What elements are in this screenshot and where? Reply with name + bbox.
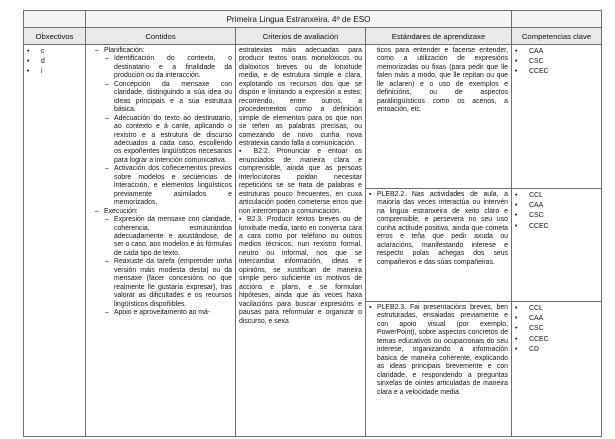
contidos-cell — [86, 45, 236, 437]
title-blank-cell — [24, 11, 86, 28]
competencia-item: • CSC — [515, 57, 601, 67]
obxectivos-cell — [24, 45, 86, 437]
competencia-item: • CCEC — [515, 67, 601, 77]
competencia-item: • CCEC — [515, 335, 601, 345]
bullet-marker: ▪ — [369, 191, 372, 198]
competencias-cell-2 — [512, 189, 602, 302]
criterios-cell: estratexias máis adecuadas para producir textos orais monolóxicos ou dialóxicos breves ou de lonxitude media, e de estrutura simple e clara, explotando os recursos dos que se dispón e limitando a expresión a estes; recorrendo, entre outros, a procedementos como a definición simple de elementos para os que non se teñen as palabras precisas, ou comezando de novo cunha nova estratexia cando falla a comunicación. ▪ B2.2. Pronunciar e entoar os enunciados de maneira clara e comprensible, ainda que as persoas interlocutoras poidan necesitar repeticións se se trata de palabras e estruturas pouco frecuentes, en cuxa articulación poden cometerse erros que non interrompan a comunicación. ▪ B2.3. Producir textos breves ou de lonxitude media, tanto en conversa cara a cara como por teléfono ou outros medios técnicos, nun rexistro formal, neutro ou informal, nos que se intercambia información, ideas e opinións, se xustifican de maneira simple pero suficiente os motivos de accións e plans, e se formulan hipóteses, ainda que ás veces haxa vacilacións para buscar expresións e pausas para reformular e organizar o discurso, e sexa — [236, 45, 366, 437]
estandar-cell-2 — [366, 189, 512, 302]
contido-item: – Activación dos coñecementos previos sobre modelos e secuencias de interacción, e elementos lingüísticos previamente asimilados e memorizados. — [114, 165, 232, 207]
header-contidos: Contidos — [86, 28, 236, 45]
header-competencias: Competencias clave — [512, 28, 602, 45]
obxectivo-item: • c — [27, 47, 85, 57]
section-items — [95, 216, 232, 317]
header-criterios: Criterios de avaliación — [236, 28, 366, 45]
competencias-cell-3 — [512, 302, 602, 437]
competencia-item: • CAA — [515, 314, 601, 324]
obxectivo-item: • i — [27, 67, 85, 77]
competencia-item: • CSC — [515, 324, 601, 334]
competencia-item: • CCEC — [515, 222, 601, 232]
competencia-item: • CAA — [515, 201, 601, 211]
competencia-item: • CAA — [515, 47, 601, 57]
section-title: – Planificación: — [95, 47, 232, 55]
competencias-list — [512, 304, 601, 355]
estandar-cell-1 — [366, 45, 512, 189]
competencia-item: • CSC — [515, 211, 601, 221]
contido-item: – Apoio e aproveitamento ao má- — [114, 309, 232, 317]
estandar-text: ticos para entender e facerse entender, como a utilización de expresións memorizadas ou fixas (para pedir que lle falen máis a modo, que lle repitan ou que lle aclaren) e o uso de exemplos e definicións, ou de aspectos paralingüísticos como os acenos, a entoación, etc. — [377, 47, 508, 114]
estandar-cell-3 — [366, 302, 512, 437]
estandar-text: PLEB2.2. Nas actividades de aula, a maioría das veces interactúa ou intervén na lingua estranxeira de xeito claro e comprensible, e persevera no seu uso cunha actitude positiva, ainda que cometa erros e teña que pedir axuda ou aclaracións, manifestando interese e respecto polas achegas dos seus compañeiros e das súas compañeiras. — [377, 191, 508, 266]
section-title: – Execución: — [95, 208, 232, 216]
contido-item: – Expresión da mensaxe con claridade, coherencia, estruturándoa adecuadamente e axustándose, de ser o caso, aos modelos e ás fórmulas de cada tipo de texto. — [114, 216, 232, 258]
contido-item: – Concepción da mensaxe con claridade, distinguindo a súa idea ou ideas principais e a súa estrutura básica. — [114, 81, 232, 115]
competencia-item: • CCL — [515, 304, 601, 314]
bullet-marker — [369, 47, 377, 115]
section-items — [95, 55, 232, 207]
obxectivo-item: • d — [27, 57, 85, 67]
contidos-section-execucion — [89, 208, 232, 318]
table-title: Primeira Lingua Estranxeira. 4º de ESO — [86, 11, 512, 28]
competencias-list — [512, 47, 601, 78]
competencias-cell-1 — [512, 45, 602, 189]
competencia-item: • CCL — [515, 191, 601, 201]
header-obxectivos: Obxectivos — [24, 28, 86, 45]
title-blank-cell-right — [512, 11, 602, 28]
header-estandares: Estándares de aprendizaxe — [366, 28, 512, 45]
contido-item: – Adecuación do texto ao destinatario, ao contexto e á canle, aplicando o rexistro e a estrutura de discurso adecuados a cada caso, escollendo os expoñentes lingüísticos necesarios para lograr a intención comunicativa. — [114, 115, 232, 166]
competencias-list — [512, 191, 601, 232]
contido-item: – Reaxuste da tarefa (emprender unha versión máis modesta desta) ou da mensaxe (facer concesións no que realmente lle gustaría expresar), tras valorar as dificultades e os recursos lingüísticos dispoñibles. — [114, 258, 232, 309]
competencia-item: • CD — [515, 345, 601, 355]
contidos-section-planificacion — [89, 47, 232, 208]
bullet-marker: ▪ — [369, 304, 372, 311]
contido-item: – Identificación do contexto, o destinatario e a finalidade da produción ou da interacción. — [114, 55, 232, 80]
obxectivos-list — [24, 47, 85, 78]
estandar-text: PLEB2.3. Fai presentacións breves, ben estruturadas, ensaiadas previamente e con apoio visual (por exemplo, PowerPoint), sobre aspectos concretos de temas educativos ou ocupacionais do seu interese, organizando a información básica de maneira coherente, explicando as ideas principais brevemente e con claridade, e respondendo a preguntas sinxelas de oíntes articuladas de maneira clara e a velocidade media. — [377, 304, 508, 396]
curriculum-table — [23, 10, 602, 437]
curriculum-table-page — [23, 10, 601, 428]
